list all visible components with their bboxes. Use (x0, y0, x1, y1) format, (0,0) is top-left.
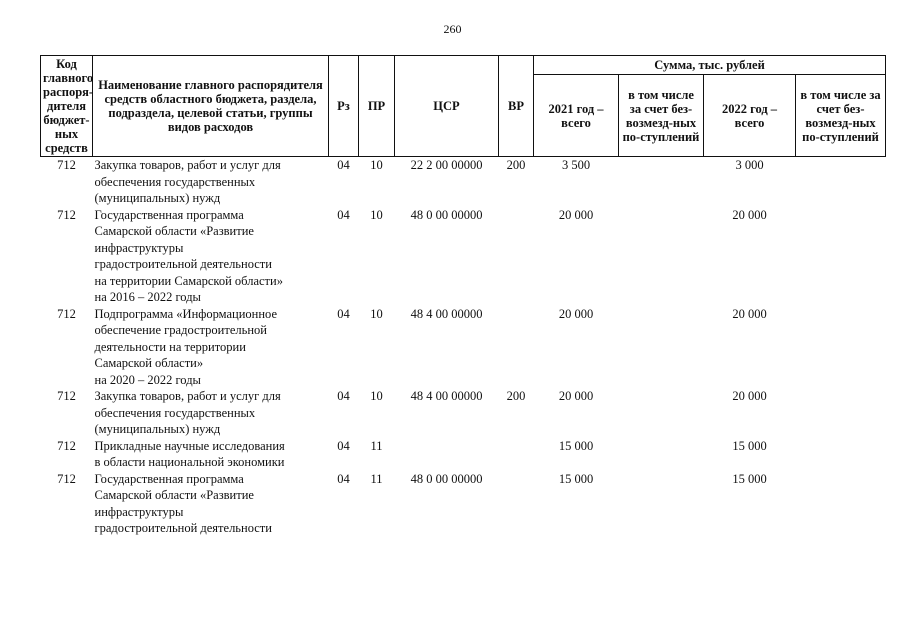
cell-code: 712 (57, 471, 76, 486)
cell-2022-grants (796, 388, 886, 438)
cell-csr: 48 4 00 00000 (410, 389, 483, 403)
cell-2022-total: 15 000 (732, 438, 767, 453)
cell-pr: 11 (370, 438, 383, 453)
cell-csr (395, 438, 499, 471)
cell-2021-grants (619, 388, 704, 438)
cell-rz: 04 (337, 207, 350, 222)
table-row (41, 306, 886, 389)
cell-2022-total: 20 000 (732, 306, 767, 321)
cell-2022-grants (796, 306, 886, 389)
cell-code: 712 (57, 158, 76, 172)
table-row (41, 207, 886, 306)
cell-2022-total: 15 000 (732, 471, 767, 486)
cell-2022-grants (796, 207, 886, 306)
cell-2021-total: 20 000 (558, 389, 594, 403)
cell-pr: 10 (370, 207, 383, 222)
cell-pr: 10 (370, 389, 383, 403)
header-pr: ПР (359, 56, 395, 157)
cell-2021-grants (619, 157, 704, 207)
cell-rz: 04 (337, 471, 350, 486)
table-row (41, 438, 886, 471)
cell-vr: 200 (506, 158, 526, 172)
cell-rz: 04 (337, 158, 350, 172)
header-2021-grants: в том числе за счет без-возмезд-ных по-ступлений (619, 75, 704, 157)
header-vr: ВР (499, 56, 534, 157)
cell-code: 712 (57, 207, 76, 222)
cell-vr (499, 207, 534, 306)
cell-rz: 04 (337, 389, 350, 403)
page-number: 260 (443, 22, 462, 36)
header-code: Код главного распоря-дителя бюджет-ных средств (41, 56, 93, 157)
cell-pr: 11 (370, 471, 383, 486)
budget-table (40, 55, 886, 537)
cell-vr (499, 471, 534, 537)
cell-code: 712 (57, 438, 76, 453)
cell-2022-total: 20 000 (732, 207, 767, 222)
cell-2021-total: 15 000 (558, 438, 594, 453)
header-2021-total: 2021 год – всего (534, 75, 619, 157)
cell-2021-total: 20 000 (558, 306, 594, 321)
table-body (41, 157, 886, 537)
table-row (41, 157, 886, 207)
cell-code: 712 (57, 306, 76, 321)
cell-name: Закупка товаров, работ и услуг для обеспечения государственных (муниципальных) нужд (94, 158, 281, 205)
cell-vr (499, 438, 534, 471)
cell-rz: 04 (337, 438, 350, 453)
cell-2021-grants (619, 207, 704, 306)
cell-2022-grants (796, 438, 886, 471)
cell-csr: 22 2 00 00000 (410, 158, 483, 172)
header-2022-grants: в том числе за счет без-возмезд-ных по-ступлений (796, 75, 886, 157)
cell-name: Прикладные научные исследования в области национальной экономики (94, 438, 285, 469)
cell-name: Государственная программа Самарской области «Развитие инфраструктуры градостроительной деятельности (94, 471, 272, 535)
cell-csr: 48 4 00 00000 (410, 306, 483, 321)
table-row (41, 471, 886, 537)
cell-2022-grants (796, 157, 886, 207)
cell-pr: 10 (370, 158, 383, 172)
cell-name: Подпрограмма «Информационное обеспечение градостроительной деятельности на территории Самарской области» на 2020 – 2022 годы (94, 306, 278, 387)
header-csr: ЦСР (395, 56, 499, 157)
cell-2021-grants (619, 471, 704, 537)
cell-csr: 48 0 00 00000 (410, 471, 483, 486)
cell-pr: 10 (370, 306, 383, 321)
cell-2021-total: 15 000 (558, 471, 594, 486)
header-name: Наименование главного распорядителя средств областного бюджета, раздела, подраздела, целевой статьи, группы видов расходов (93, 56, 329, 157)
cell-vr: 200 (506, 389, 526, 403)
cell-csr: 48 0 00 00000 (410, 207, 483, 222)
cell-2021-total: 20 000 (558, 207, 594, 222)
header-rz: Рз (329, 56, 359, 157)
cell-name: Государственная программа Самарской области «Развитие инфраструктуры градостроительной деятельности на территории Самарской области» на 2016 – 2022 годы (94, 207, 283, 304)
header-sum: Сумма, тыс. рублей (534, 56, 886, 75)
cell-code: 712 (57, 389, 76, 403)
table-header (41, 56, 886, 157)
cell-vr (499, 306, 534, 389)
cell-2021-grants (619, 438, 704, 471)
header-2022-total: 2022 год – всего (704, 75, 796, 157)
cell-name: Закупка товаров, работ и услуг для обеспечения государственных (муниципальных) нужд (94, 389, 281, 436)
cell-2022-total: 3 000 (735, 158, 764, 172)
table-row (41, 388, 886, 438)
cell-2022-grants (796, 471, 886, 537)
cell-rz: 04 (337, 306, 350, 321)
cell-2021-total: 3 500 (561, 158, 591, 172)
cell-2021-grants (619, 306, 704, 389)
cell-2022-total: 20 000 (732, 389, 767, 403)
